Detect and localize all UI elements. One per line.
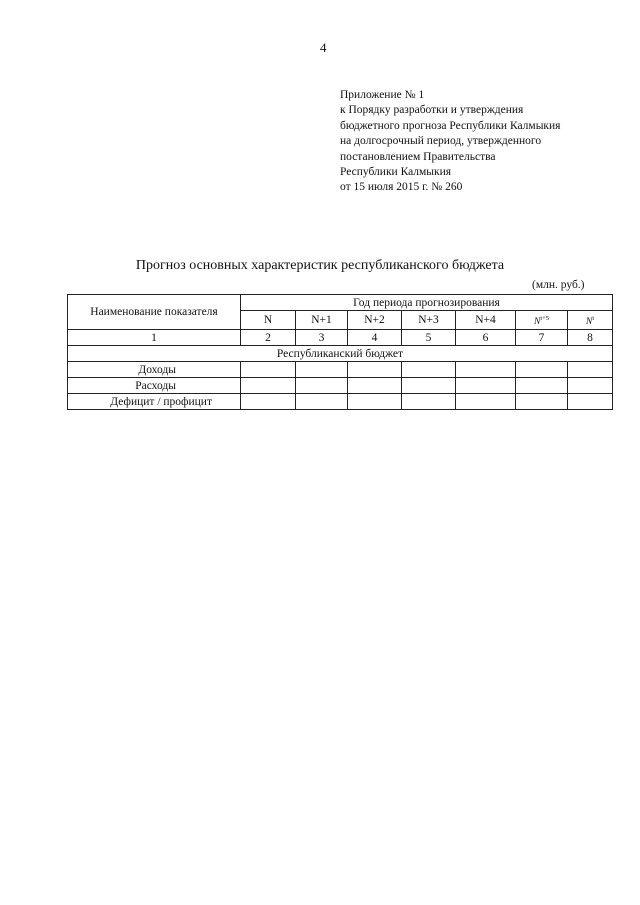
- year-header-cell: [568, 311, 613, 330]
- year-header-cell: N: [241, 311, 296, 330]
- appendix-line: постановлением Правительства: [340, 150, 496, 163]
- document-title: Прогноз основных характеристик республиканского бюджета: [135, 258, 505, 273]
- year-header-cell: N+1: [296, 311, 348, 330]
- forecast-table: [67, 294, 613, 410]
- value-cell: [241, 378, 296, 394]
- table-header-row: [68, 295, 613, 311]
- value-cell: [516, 362, 568, 378]
- indicator-header: Наименование показателя: [68, 295, 241, 330]
- appendix-line: к Порядку разработки и утверждения: [340, 104, 524, 117]
- column-number-cell: 7: [516, 330, 568, 346]
- value-cell: [296, 394, 348, 410]
- year-header-cell: N+4: [456, 311, 516, 330]
- row-label-expenses: Расходы: [68, 378, 241, 394]
- year-header-cell: N+2: [348, 311, 402, 330]
- table-row: [68, 394, 613, 410]
- column-number-cell: 6: [456, 330, 516, 346]
- table-row: [68, 362, 613, 378]
- column-number-cell: 3: [296, 330, 348, 346]
- value-cell: [348, 378, 402, 394]
- year-superscript: i+5: [540, 314, 550, 322]
- value-cell: [296, 378, 348, 394]
- appendix-line: от 15 июля 2015 г. № 260: [340, 181, 463, 194]
- column-number-cell: 2: [241, 330, 296, 346]
- appendix-block: [340, 88, 620, 196]
- value-cell: [348, 394, 402, 410]
- value-cell: [568, 394, 613, 410]
- value-cell: [568, 378, 613, 394]
- table-row: [68, 378, 613, 394]
- value-cell: [348, 362, 402, 378]
- value-cell: [296, 362, 348, 378]
- value-cell: [241, 394, 296, 410]
- value-cell: [516, 394, 568, 410]
- row-label-deficit-surplus: Дефицит / профицит: [68, 394, 241, 410]
- column-number-row: [68, 330, 613, 346]
- column-number-cell: 4: [348, 330, 402, 346]
- page-number: 4: [320, 40, 327, 55]
- year-header-cell: N+3: [402, 311, 456, 330]
- year-base: N: [585, 316, 593, 327]
- value-cell: [456, 394, 516, 410]
- appendix-line: на долгосрочный период, утвержденного: [340, 135, 542, 148]
- value-cell: [402, 378, 456, 394]
- column-number-cell: 5: [402, 330, 456, 346]
- row-label-revenue: Доходы: [68, 362, 241, 378]
- value-cell: [402, 394, 456, 410]
- value-cell: [516, 378, 568, 394]
- column-number-cell: 8: [568, 330, 613, 346]
- value-cell: [568, 362, 613, 378]
- appendix-line: бюджетного прогноза Республики Калмыкия: [340, 119, 561, 132]
- section-title: Республиканский бюджет: [68, 346, 613, 362]
- value-cell: [456, 362, 516, 378]
- unit-note: (млн. руб.): [532, 279, 585, 291]
- value-cell: [241, 362, 296, 378]
- section-row: [68, 346, 613, 362]
- column-number-cell: 1: [68, 330, 241, 346]
- year-header-cell: [516, 311, 568, 330]
- value-cell: [402, 362, 456, 378]
- appendix-line: Приложение № 1: [340, 89, 425, 101]
- year-superscript: i: [592, 314, 595, 322]
- period-header: Год периода прогнозирования: [241, 295, 613, 311]
- year-base: N: [533, 316, 541, 327]
- value-cell: [456, 378, 516, 394]
- appendix-line: Республики Калмыкия: [340, 166, 452, 179]
